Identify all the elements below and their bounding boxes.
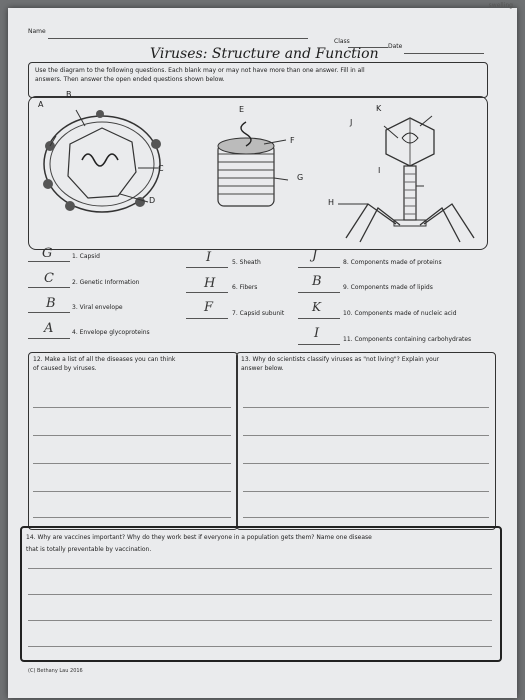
rod-virus-diagram xyxy=(204,118,288,214)
question-12-line-2: of caused by viruses. xyxy=(33,365,97,372)
worksheet-title: Viruses: Structure and Function xyxy=(150,46,379,62)
label-g: G xyxy=(297,173,304,182)
handwritten-answer: B xyxy=(312,274,322,289)
bacteriophage-diagram xyxy=(324,108,484,248)
instructions-line-2: answers. Then answer the open ended questions shown below. xyxy=(35,76,225,83)
question-12-line-1: 12. Make a list of all the diseases you can think xyxy=(33,356,176,363)
answer-blank[interactable] xyxy=(28,312,70,313)
question-13-line-1: 13. Why do scientists classify viruses as "not living"? Explain your xyxy=(241,356,440,363)
item-text: 11. Components containing carbohydrates xyxy=(343,336,472,343)
label-b: B xyxy=(66,90,72,99)
instructions-box xyxy=(28,62,488,98)
item-text: 2. Genetic Information xyxy=(72,279,140,286)
answer-blank[interactable] xyxy=(298,318,340,319)
question-14-line-1: 14. Why are vaccines important? Why do they work best if everyone in a population gets them? Name one disease xyxy=(26,534,372,541)
date-line[interactable] xyxy=(404,53,484,54)
answer-blank[interactable] xyxy=(298,344,340,345)
item-text: 9. Components made of lipids xyxy=(343,284,433,291)
handwritten-answer: A xyxy=(44,321,54,336)
answer-line[interactable] xyxy=(243,463,489,464)
handwritten-answer: K xyxy=(312,300,321,314)
label-k: K xyxy=(376,104,382,113)
date-label: Date xyxy=(388,43,403,50)
answer-blank[interactable] xyxy=(186,292,228,293)
name-line[interactable] xyxy=(48,38,308,39)
enveloped-virus-diagram xyxy=(30,106,180,218)
answer-line[interactable] xyxy=(33,463,231,464)
item-text: 1. Capsid xyxy=(72,253,100,260)
label-d: D xyxy=(149,196,156,205)
handwritten-answer: C xyxy=(44,271,54,286)
item-text: 8. Components made of proteins xyxy=(343,259,442,266)
name-label: Name xyxy=(28,28,46,35)
handwritten-answer: H xyxy=(204,276,216,291)
handwritten-answer: I xyxy=(314,326,320,341)
question-14-line-2: that is totally preventable by vaccination. xyxy=(26,546,152,553)
item-text: 6. Fibers xyxy=(232,284,258,291)
answer-line[interactable] xyxy=(243,407,489,408)
question-13-line-2: answer below. xyxy=(241,365,284,372)
class-label: Class xyxy=(334,38,350,45)
label-e: E xyxy=(239,105,245,114)
question-12-box xyxy=(28,352,238,530)
answer-line[interactable] xyxy=(33,491,231,492)
instructions-line-1: Use the diagram to the following questions. Each blank may or may not have more than one answer. Fill in all xyxy=(35,67,365,74)
label-h: H xyxy=(328,198,335,207)
answer-blank[interactable] xyxy=(28,287,70,288)
answer-line[interactable] xyxy=(33,435,231,436)
answer-line[interactable] xyxy=(243,435,489,436)
item-text: 5. Sheath xyxy=(232,259,261,266)
answer-line[interactable] xyxy=(28,594,492,595)
answer-blank[interactable] xyxy=(28,338,70,339)
question-13-box xyxy=(236,352,496,530)
label-c: C xyxy=(158,164,164,173)
label-f: F xyxy=(290,136,295,145)
handwritten-answer: G xyxy=(42,246,53,261)
handwritten-answer: I xyxy=(206,250,212,265)
item-text: 4. Envelope glycoproteins xyxy=(72,329,150,336)
answer-line[interactable] xyxy=(243,491,489,492)
answer-line[interactable] xyxy=(33,517,231,518)
handwritten-answer: J xyxy=(312,248,318,263)
label-a: A xyxy=(38,100,44,109)
copyright-footer: (C) Bethany Lau 2016 xyxy=(28,668,83,674)
question-14-box xyxy=(20,526,502,662)
item-text: 7. Capsid subunit xyxy=(232,310,285,317)
label-j: J xyxy=(350,118,353,127)
answer-blank[interactable] xyxy=(186,267,228,268)
item-text: 3. Viral envelope xyxy=(72,304,123,311)
answer-blank[interactable] xyxy=(186,318,228,319)
answer-line[interactable] xyxy=(28,646,492,647)
answer-line[interactable] xyxy=(33,407,231,408)
handwritten-answer: B xyxy=(46,296,56,311)
corner-text: swelling xyxy=(488,2,513,9)
answer-blank[interactable] xyxy=(298,292,340,293)
item-text: 10. Components made of nucleic acid xyxy=(343,310,457,317)
answer-line[interactable] xyxy=(28,568,492,569)
answer-line[interactable] xyxy=(243,517,489,518)
worksheet-page xyxy=(8,2,517,698)
handwritten-answer: F xyxy=(204,300,214,315)
answer-blank[interactable] xyxy=(298,267,340,268)
answer-line[interactable] xyxy=(28,620,492,621)
answer-blank[interactable] xyxy=(28,261,70,262)
label-i: I xyxy=(378,166,381,175)
